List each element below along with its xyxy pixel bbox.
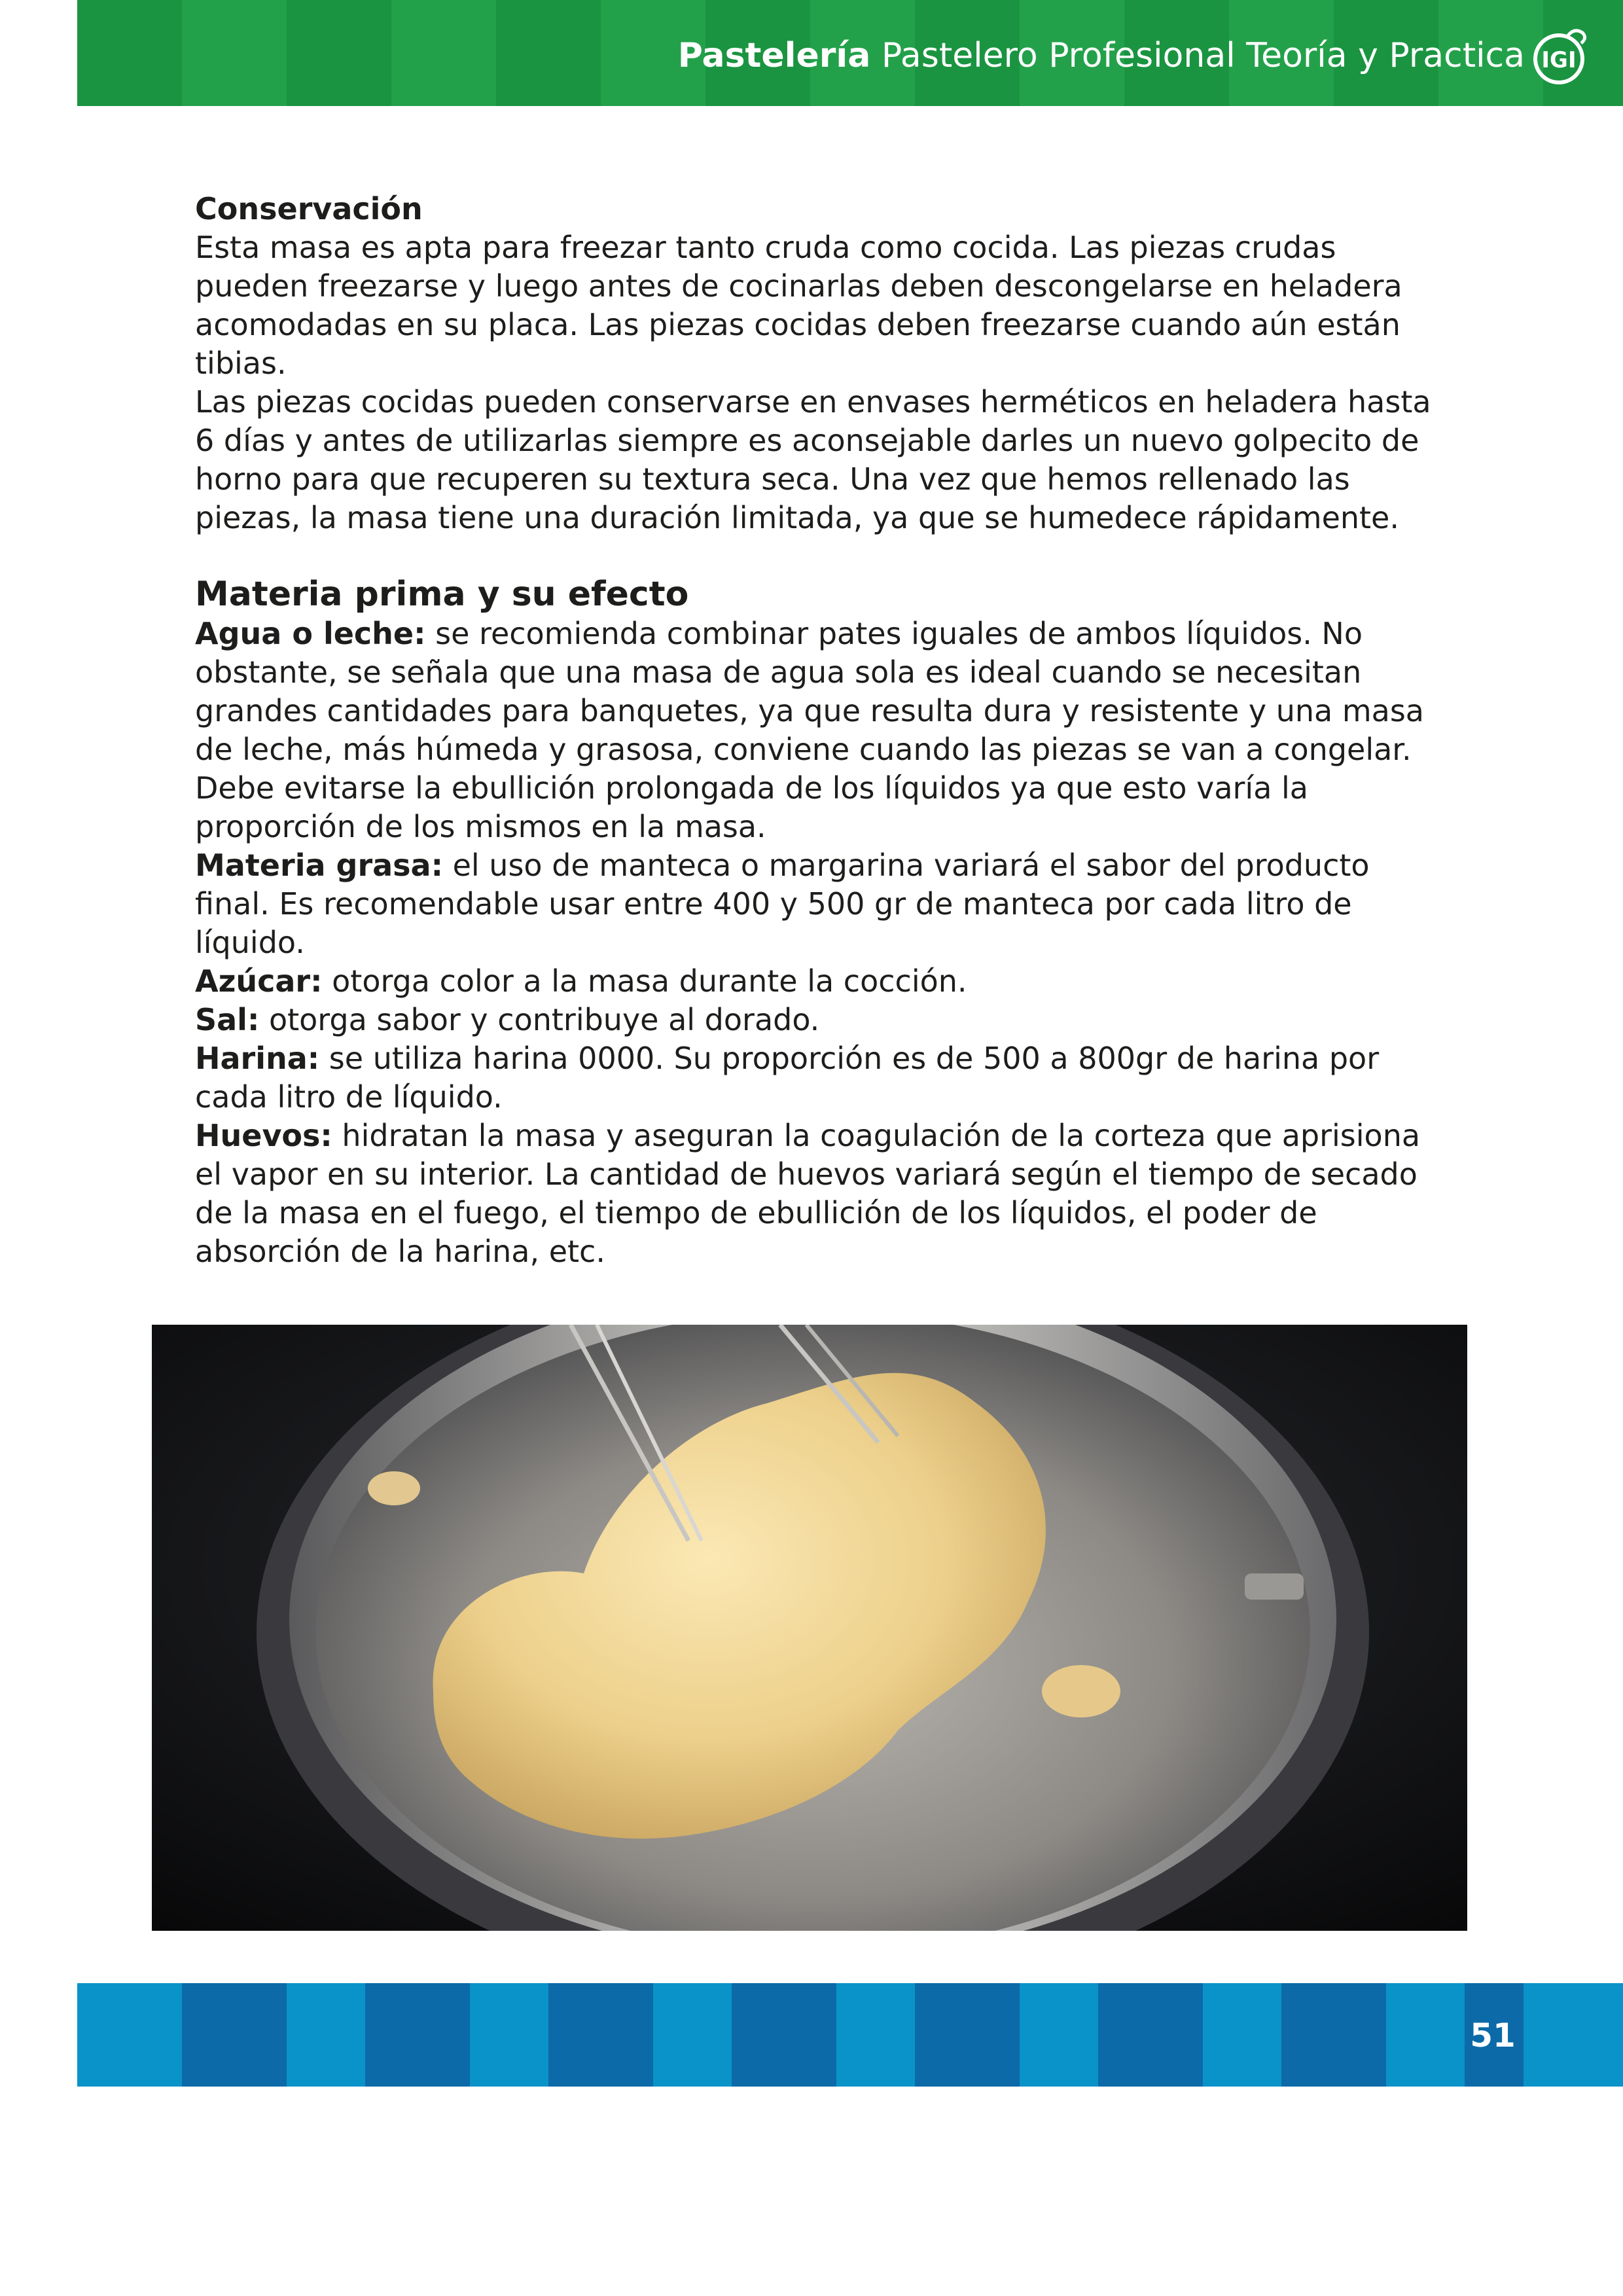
ingredient-text: otorga color a la masa durante la cocción. [322,963,967,999]
dough-pot-photo [152,1325,1467,1931]
ingredient-item [195,1001,1438,1039]
section-heading-materia-prima: Materia prima y su efecto [195,575,689,614]
paragraph: Las piezas cocidas pueden conservarse en envases herméticos en heladera hasta 6 días y antes de utilizarlas siempre es aconsejable darles un nuevo golpecito de horno para que recuperen su textura seca. Una vez que hemos rellenado las piezas, la masa tiene una duración limitada, ya que se humedece rápidamente. [195,384,1431,535]
footer-stripe [182,1983,287,2087]
header-stripe [391,0,496,106]
ingredient-text: hidratan la masa y aseguran la coagulación de la corteza que aprisiona el vapor en su interior. La cantidad de huevos variará según el tiempo de secado de la masa en el fuego, el tiempo de ebullición de los líquidos, el poder de absorción de la harina, etc. [195,1118,1421,1269]
page-content [195,190,1438,1271]
ingredient-text: se recomienda combinar pates iguales de ambos líquidos. No obstante, se señala que una masa de agua sola es ideal cuando se necesitan grandes cantidades para banquetes, ya que resulta dura y resistente y una masa de leche, más húmeda y grasosa, conviene cuando las piezas se van a congelar. Debe evitarse la ebullición prolongada de los líquidos ya que esto varía la proporción de los mismos en la masa. [195,616,1424,844]
ingredient-item [195,962,1438,1001]
ingredient-term: Sal: [195,1002,260,1037]
header-title [678,33,1525,79]
ingredient-item [195,1039,1438,1117]
ingredient-item [195,1117,1438,1271]
ingredient-item [195,615,1438,846]
footer-stripe [1098,1983,1203,2087]
logo-text: IGI [1541,47,1577,73]
footer-stripe [548,1983,653,2087]
ingredient-term: Materia grasa: [195,848,443,883]
ingredient-text: el uso de manteca o margarina variará el sabor del producto final. Es recomendable usar entre 400 y 500 gr de manteca por cada litro de líquido. [195,848,1370,960]
igi-logo-icon [1530,26,1590,86]
section-heading-conservacion: Conservación [195,191,423,226]
header-stripe [182,0,287,106]
ingredient-item [195,846,1438,962]
header-book-title: Pastelero Profesional Teoría y Practica [881,36,1525,75]
header-category: Pastelería [677,36,871,75]
header-band [77,0,1623,106]
ingredient-text: se utiliza harina 0000. Su proporción es de 500 a 800gr de harina por cada litro de líquido. [195,1041,1380,1115]
ingredient-text: otorga sabor y contribuye al dorado. [259,1002,820,1037]
ingredient-term: Huevos: [195,1118,332,1153]
footer-stripe [915,1983,1020,2087]
footer-stripe [1281,1983,1386,2087]
footer-stripe [365,1983,470,2087]
ingredient-term: Harina: [195,1041,320,1076]
paragraph: Esta masa es apta para freezar tanto cruda como cocida. Las piezas crudas pueden freezarse y luego antes de cocinarlas deben descongelarse en heladera acomodadas en su placa. Las piezas cocidas deben freezarse cuando aún están tibias. [195,230,1402,381]
footer-stripe [732,1983,836,2087]
page-number: 51 [1470,2017,1516,2054]
ingredient-term: Azúcar: [195,963,323,999]
ingredient-term: Agua o leche: [195,616,426,651]
footer-band [77,1983,1623,2087]
